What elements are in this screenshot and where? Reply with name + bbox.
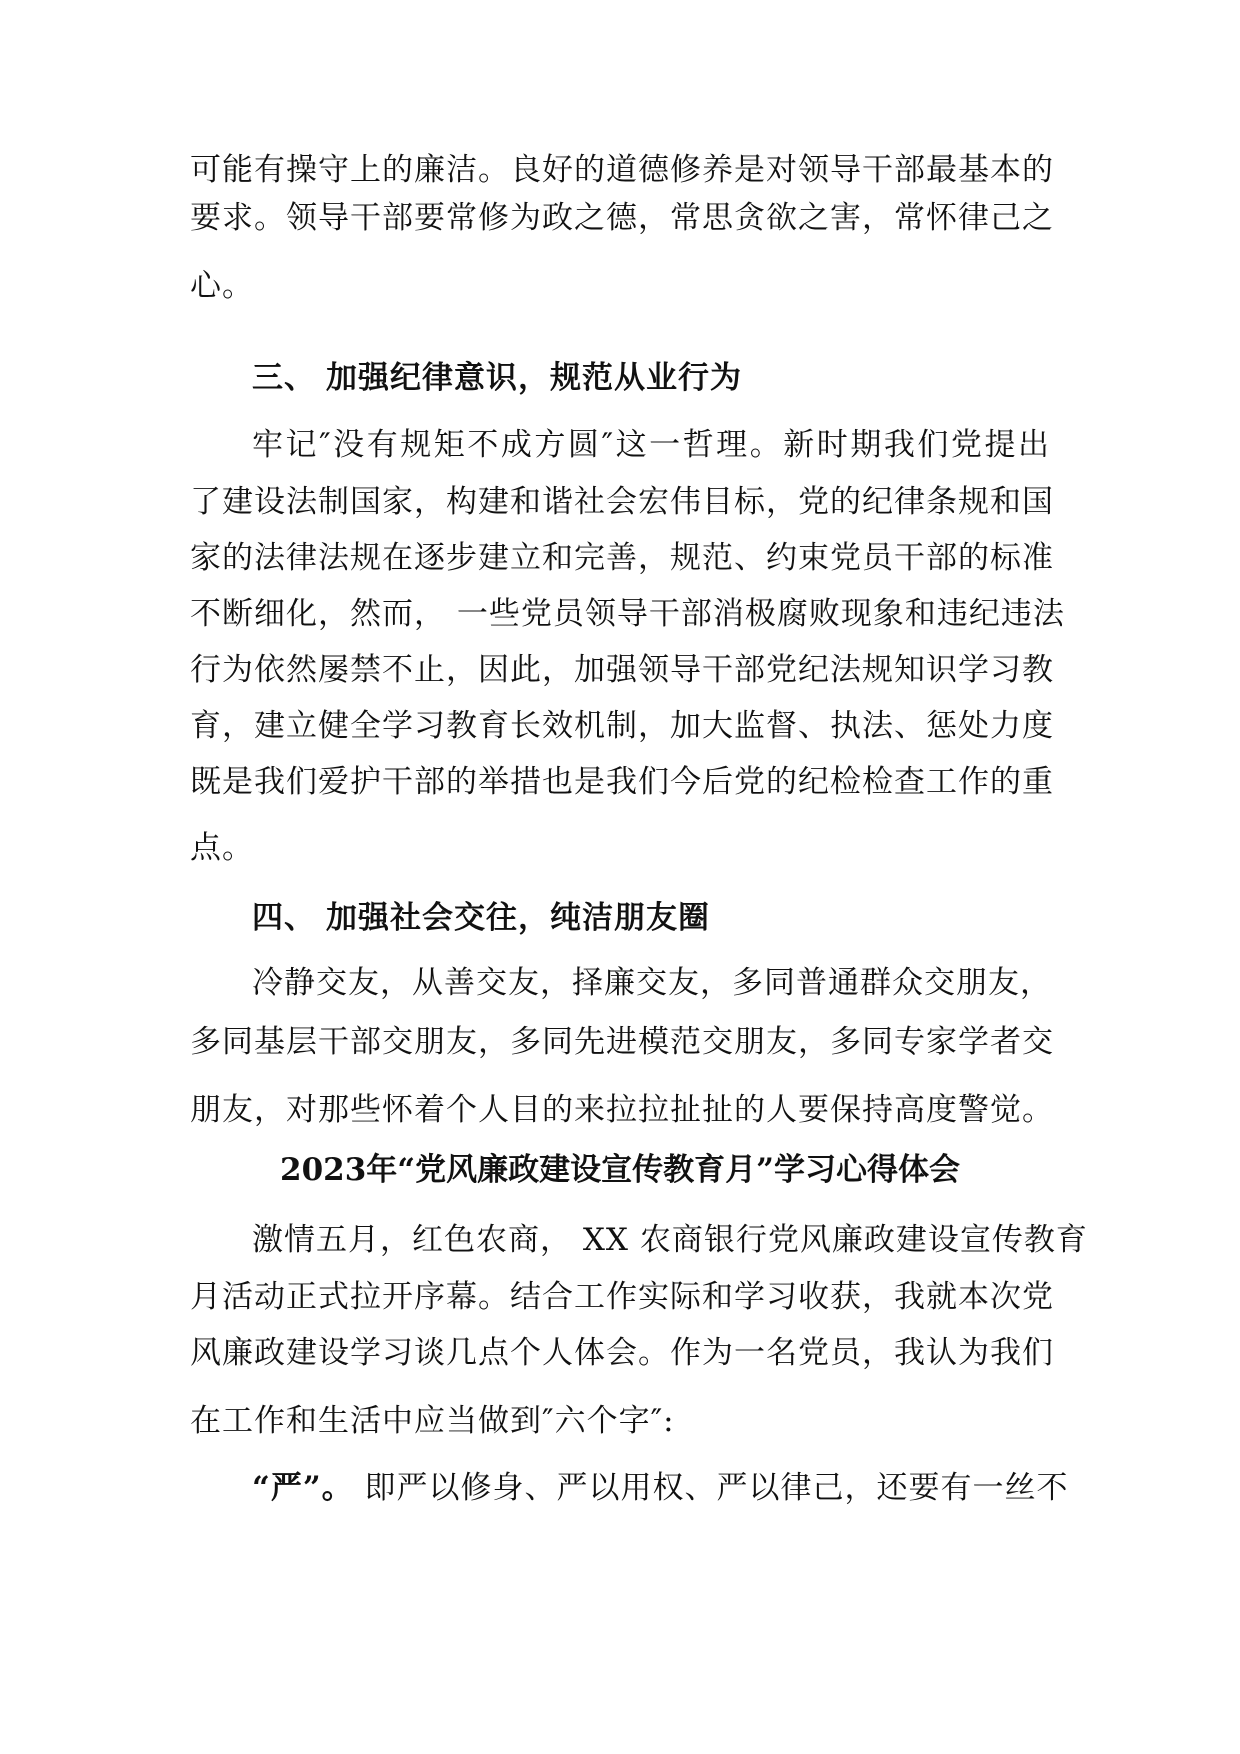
- paragraph-line: 既是我们爱护干部的举措也是我们今后党的纪检检查工作的重: [190, 764, 1054, 800]
- paragraph-line: 了建设法制国家，构建和谐社会宏伟目标，党的纪律条规和国: [190, 484, 1054, 520]
- section-number: 四、: [252, 900, 316, 936]
- paragraph-line: 点。: [190, 830, 254, 866]
- section-heading-4: [252, 898, 710, 938]
- paragraph-line: 激情五月，红色农商， XX 农商银行党风廉政建设宣传教育: [252, 1222, 1088, 1258]
- section-heading-3: [252, 358, 742, 398]
- paragraph-line: 风廉政建设学习谈几点个人体会。作为一名党员，我认为我们: [190, 1335, 1054, 1371]
- paragraph-line: 牢记″没有规矩不成方圆″这一哲理。新时期我们党提出: [252, 427, 1050, 463]
- keyword-strict: “严”。: [252, 1470, 354, 1506]
- paragraph-line: 冷静交友，从善交友，择廉交友，多同普通群众交朋友，: [252, 965, 1052, 1001]
- paragraph-line: 育，建立健全学习教育长效机制，加大监督、执法、惩处力度: [190, 708, 1054, 744]
- paragraph-line: 家的法律法规在逐步建立和完善，规范、约束党员干部的标准: [190, 540, 1054, 576]
- paragraph-line: [252, 1468, 1069, 1508]
- paragraph-line: 要求。领导干部要常修为政之德，常思贪欲之害，常怀律己之: [190, 200, 1054, 236]
- section-title: 加强纪律意识，规范从业行为: [326, 360, 742, 396]
- paragraph-line: 在工作和生活中应当做到″六个字″:: [190, 1403, 675, 1439]
- paragraph-text: 即严以修身、严以用权、严以律己，还要有一丝不: [353, 1470, 1069, 1506]
- paragraph-line: 不断细化，然而， 一些党员领导干部消极腐败现象和违纪违法: [190, 596, 1065, 632]
- section-number: 三、: [252, 360, 316, 396]
- paragraph-line: 心。: [190, 268, 254, 304]
- paragraph-line: 月活动正式拉开序幕。结合工作实际和学习收获，我就本次党: [190, 1279, 1054, 1315]
- paragraph-line: 朋友，对那些怀着个人目的来拉拉扯扯的人要保持高度警觉。: [190, 1092, 1054, 1128]
- paragraph-line: 行为依然屡禁不止，因此，加强领导干部党纪法规知识学习教: [190, 652, 1054, 688]
- article-title: 2023年“党风廉政建设宣传教育月”学习心得体会: [280, 1152, 960, 1188]
- section-title: 加强社会交往，纯洁朋友圈: [326, 900, 710, 936]
- paragraph-line: 可能有操守上的廉洁。良好的道德修养是对领导干部最基本的: [190, 152, 1054, 188]
- paragraph-line: 多同基层干部交朋友，多同先进模范交朋友，多同专家学者交: [190, 1024, 1054, 1060]
